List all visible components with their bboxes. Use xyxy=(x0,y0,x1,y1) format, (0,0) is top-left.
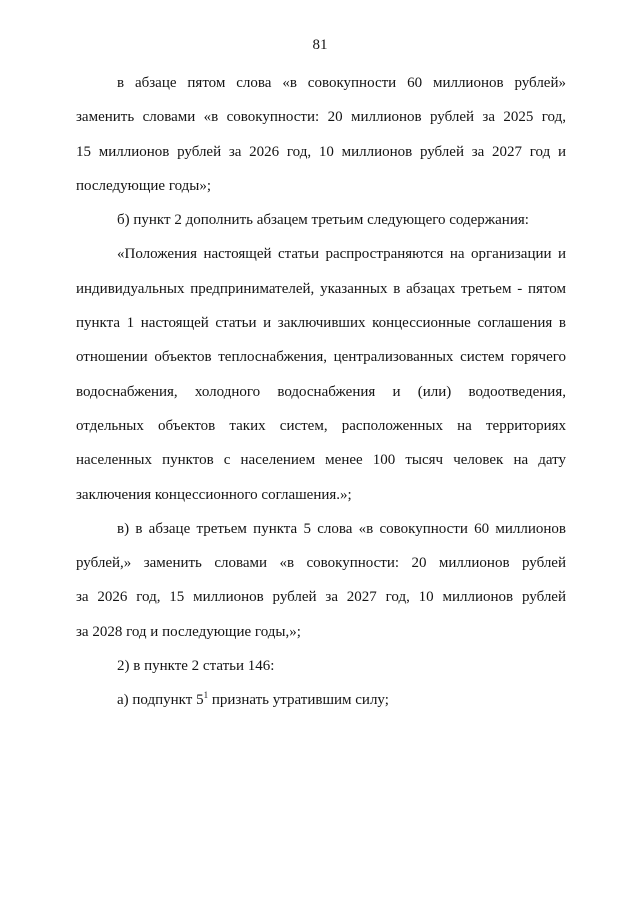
subpoint-text-start: а) подпункт 5 xyxy=(117,692,204,709)
text-line: отдельных объектов таких систем, расположенных на территориях xyxy=(76,417,566,434)
text-line: заменить словами «в совокупности: 20 миллионов рублей за 2025 год, xyxy=(76,109,566,126)
text-line: пункта 1 настоящей статьи и заключивших концессионные соглашения в xyxy=(76,315,566,332)
page-number: 81 xyxy=(312,37,328,53)
text-line: б) пункт 2 дополнить абзацем третьим следующего содержания: xyxy=(117,212,529,229)
text-line: 2) в пункте 2 статьи 146: xyxy=(117,658,275,675)
text-line: рублей,» заменить словами «в совокупности: 20 миллионов рублей xyxy=(76,555,566,572)
text-line: населенных пунктов с населением менее 100 тысяч человек на дату xyxy=(76,452,566,469)
subpoint-text-end: признать утратившим силу; xyxy=(208,692,389,709)
text-line: 15 миллионов рублей за 2026 год, 10 миллионов рублей за 2027 год и xyxy=(76,143,566,160)
text-line: индивидуальных предпринимателей, указанных в абзацах третьем - пятом xyxy=(76,280,566,297)
text-line: в) в абзаце третьем пункта 5 слова «в совокупности 60 миллионов xyxy=(117,520,566,537)
text-line: водоснабжения, холодного водоснабжения и (или) водоотведения, xyxy=(76,383,566,400)
text-line: отношении объектов теплоснабжения, централизованных систем горячего xyxy=(76,349,566,366)
text-line: заключения концессионного соглашения.»; xyxy=(76,486,352,503)
text-line: в абзаце пятом слова «в совокупности 60 миллионов рублей» xyxy=(117,75,566,91)
text-line-last xyxy=(76,689,566,723)
superscript: 1 xyxy=(203,690,209,701)
text-line: за 2026 год, 15 миллионов рублей за 2027 год, 10 миллионов рублей xyxy=(76,589,566,606)
text-line: «Положения настоящей статьи распространяются на организации и xyxy=(117,246,566,263)
text-line: последующие годы»; xyxy=(76,177,212,194)
document-body xyxy=(76,72,566,724)
text-line: за 2028 год и последующие годы,»; xyxy=(76,623,301,640)
